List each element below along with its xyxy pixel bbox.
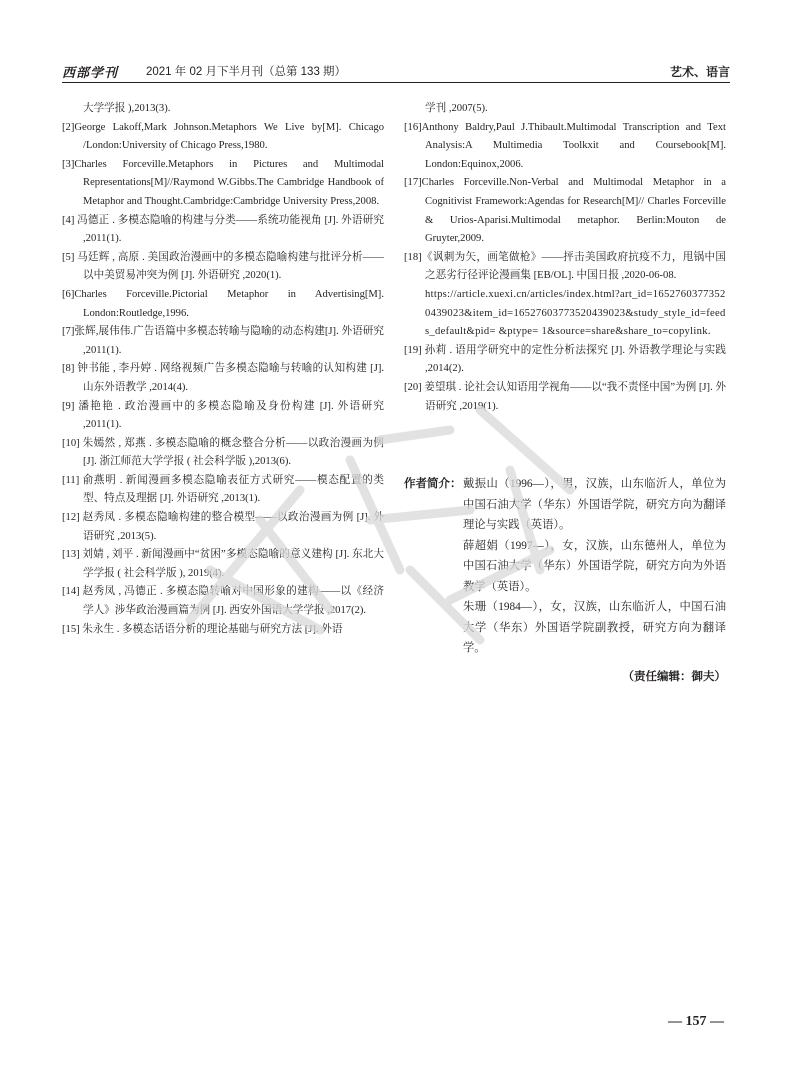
reference-item: [3]Charles Forceville.Metaphors in Pictures and Multimodal Representations[M]//Raymond W.Gibbs.The Cambridge Handbook of Metaphor and Thought.Cambridge:Cambridge University Press,2008. [62, 158, 384, 207]
reference-item: [11] 俞燕明 . 新闻漫画多模态隐喻表征方式研究——模态配置的类型、特点及理据 [J]. 外语研究 ,2013(1). [62, 474, 384, 505]
reference-item: [19] 孙莉 . 语用学研究中的定性分析法探究 [J]. 外语教学理论与实践 ,2014(2). [404, 344, 726, 375]
reference-item: [5] 马廷辉 , 高原 . 美国政治漫画中的多模态隐喻构建与批评分析——以中美贸易冲突为例 [J]. 外语研究 ,2020(1). [62, 251, 384, 282]
reference-item: [13] 刘婧 , 刘平 . 新闻漫画中“贫困”多模态隐喻的意义建构 [J]. 东北大学学报 ( 社会科学版 ), 2019(4). [62, 549, 384, 579]
reference-item: [20] 姜望琪 . 论社会认知语用学视角——以“我不责怪中国”为例 [J]. 外语研究 ,2019(1). [404, 381, 726, 412]
reference-item: [18]《讽刺为矢，画笔做枪》——抨击美国政府抗疫不力，甩锅中国之恶劣行径评论漫画集 [EB/OL]. 中国日报 ,2020-06-08. [404, 251, 726, 282]
reference-item: [17]Charles Forceville.Non-Verbal and Multimodal Metaphor in a Cognitivist Framework:Agendas for Research[M]// Charles Forceville & Urios-Aparisi.Multimodal metaphor. Berlin:Mouton de Gruyter,2009. [404, 177, 726, 245]
reference-item: [6]Charles Forceville.Pictorial Metaphor in Advertising[M]. London:Routledge,1996. [62, 288, 384, 319]
author-bio: 薛超娟（1997—），女，汉族，山东德州人，单位为中国石油大学（华东）外国语学院，研究方向为外语教学（英语）。 [463, 539, 726, 593]
page-number: — 157 — [668, 1014, 724, 1029]
reference-item: [16]Anthony Baldry,Paul J.Thibault.Multimodal Transcription and Text Analysis:A Multimedia Toolkxit and Coursebook[M]. London:Equinox,2006. [404, 121, 726, 170]
reference-item: [15] 朱永生 . 多模态话语分析的理论基础与研究方法 [J]. 外语 [62, 623, 343, 635]
reference-item: [4] 冯德正 . 多模态隐喻的构建与分类——系统功能视角 [J]. 外语研究 ,2011(1). [62, 214, 384, 245]
reference-url: https://article.xuexi.cn/articles/index.html?art_id=16527603773520439023&item_id=16527603773520439023&study_style_id=feeds_default&pid= &ptype= 1&source=share&share_to=copylink. [425, 288, 726, 338]
running-header [62, 60, 730, 82]
issue-info: 2021 年 02 月下半月刊（总第 133 期） [146, 66, 347, 78]
reference-item: [8] 钟书能 , 李丹婷 . 网络视频广告多模态隐喻与转喻的认知构建 [J]. 山东外语教学 ,2014(4). [62, 363, 384, 393]
reference-item: 大学学报 ),2013(3). [83, 103, 171, 114]
author-bio: 戴振山（1996—），男，汉族，山东临沂人，单位为中国石油大学（华东）外国语学院，研究方向为翻译理论与实践（英语）。 [463, 478, 726, 531]
references-right-column [404, 100, 726, 416]
reference-item: [10] 朱嫣然 , 郑燕 . 多模态隐喻的概念整合分析——以政治漫画为例 [J]. 浙江师范大学学报 ( 社会科学版 ),2013(6). [62, 437, 384, 468]
reference-item: [2]George Lakoff,Mark Johnson.Metaphors We Live by[M]. Chicago /London:University of Chicago Press,1980. [62, 121, 384, 152]
reference-item: 学刊 ,2007(5). [425, 103, 488, 114]
author-bio: 朱珊（1984—），女，汉族，山东临沂人，中国石油大学（华东）外国语学院副教授，研究方向为翻译学。 [463, 601, 726, 654]
author-info [404, 474, 726, 659]
section-title: 艺术、语言 [669, 65, 730, 79]
reference-item: [14] 赵秀凤 , 冯德正 . 多模态隐转喻对中国形象的建构——以《经济学人》涉华政治漫画篇为例 [J]. 西安外国语大学学报 ,2017(2). [62, 586, 384, 617]
author-info-label: 作者简介： [404, 478, 462, 490]
responsible-editor: （责任编辑：御夫） [622, 671, 726, 683]
header-rule [62, 82, 730, 83]
reference-item: [12] 赵秀凤 . 多模态隐喻构建的整合模型——以政治漫画为例 [J]. 外语研究 ,2013(5). [62, 512, 384, 542]
reference-item: [9] 潘艳艳 . 政治漫画中的多模态隐喻及身份构建 [J]. 外语研究 ,2011(1). [62, 400, 384, 431]
reference-item: [7]张辉,展伟伟.广告语篇中多模态转喻与隐喻的动态构建[J]. 外语研究 ,2011(1). [62, 326, 384, 356]
journal-masthead: 西部学刊 [62, 66, 119, 81]
references-left-column [62, 100, 384, 639]
